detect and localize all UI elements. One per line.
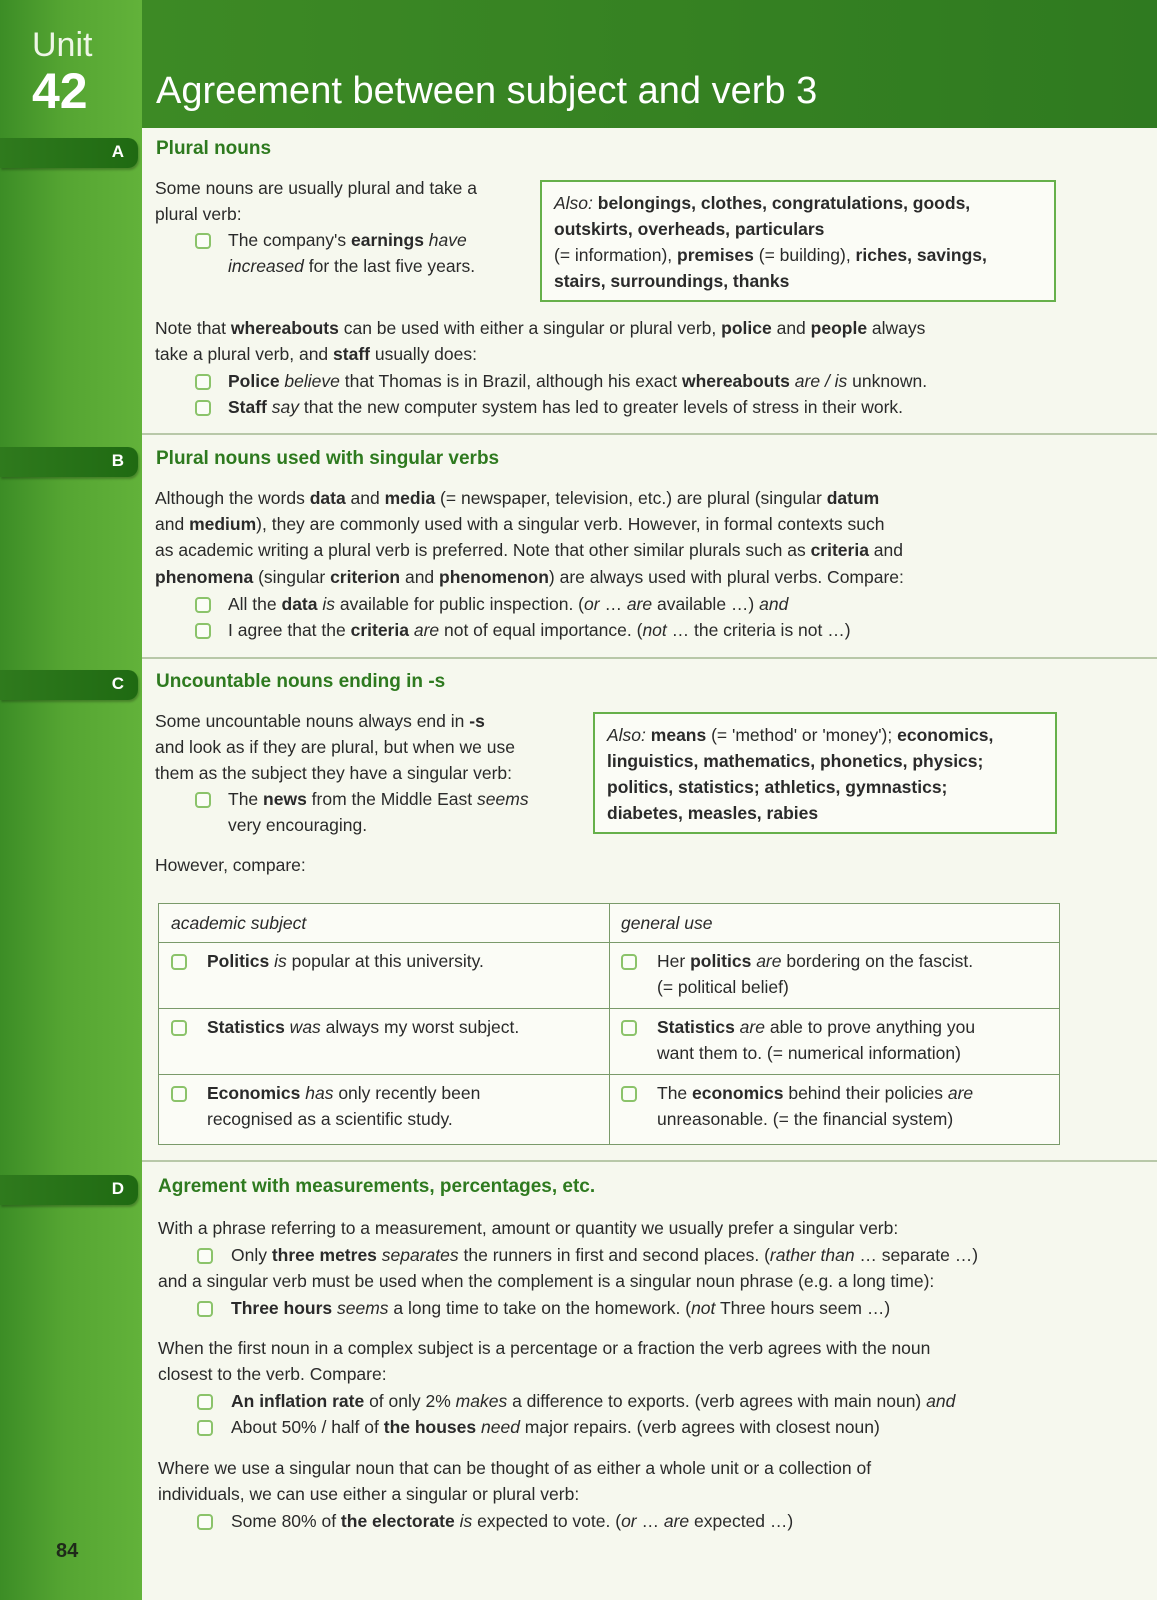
section-divider — [142, 1160, 1157, 1162]
bullet-icon — [195, 374, 211, 390]
bullet-icon — [195, 400, 211, 416]
section-a-title: Plural nouns — [156, 138, 272, 159]
section-d-title: Agrement with measurements, percentages, etc. — [158, 1176, 596, 1197]
table-cell: Statistics are able to prove anything you want them to. (= numerical information) — [657, 1017, 976, 1063]
text-line: and look as if they are plural, but when we use — [155, 737, 515, 757]
example-line: Only three metres separates the runners in first and second places. (rather than … separate …) — [231, 1245, 979, 1265]
example-line: I agree that the criteria are not of equal importance. (not … the criteria is not …) — [228, 620, 851, 640]
bullet-icon — [171, 954, 187, 970]
text-line: Although the words data and media (= newspaper, television, etc.) are plural (singular datum — [155, 488, 880, 508]
text-line: closest to the verb. Compare: — [158, 1364, 387, 1384]
table-cell: Politics is popular at this university. — [207, 951, 484, 971]
example-line: Staff say that the new computer system has led to greater levels of stress in their work. — [228, 397, 904, 417]
bullet-icon — [171, 1086, 187, 1102]
also-box-c: Also: means (= 'method' or 'money'); economics, linguistics, mathematics, phonetics, physics; politics, statistics; athletics, gymnastics; diabetes, measles, rabies — [593, 712, 1057, 834]
text-line: Note that whereabouts can be used with either a singular or plural verb, police and people always — [155, 318, 926, 338]
table-divider — [159, 1074, 1059, 1075]
unit-number: 42 — [32, 63, 88, 119]
text-line: take a plural verb, and staff usually does: — [155, 344, 477, 364]
text-line: Some nouns are usually plural and take a — [155, 178, 478, 198]
text-line: phenomena (singular criterion and phenomenon) are always used with plural verbs. Compare: — [155, 567, 904, 587]
page-title: Agreement between subject and verb 3 — [156, 70, 818, 112]
also-box-a: Also: belongings, clothes, congratulations, goods, outskirts, overheads, particulars (= information), premises (= building), riches, savings, stairs, surroundings, thanks — [540, 180, 1056, 302]
section-tab-d — [0, 1175, 138, 1205]
text-line: as academic writing a plural verb is preferred. Note that other similar plurals such as criteria and — [155, 540, 903, 560]
section-divider — [142, 657, 1157, 659]
bullet-icon — [195, 597, 211, 613]
example-line: The company's earnings have — [228, 230, 467, 250]
table-divider — [159, 1008, 1059, 1009]
green-sidebar — [0, 0, 142, 1600]
example-line: The news from the Middle East seems — [228, 789, 529, 809]
section-c-title: Uncountable nouns ending in -s — [156, 671, 446, 692]
table-cell: Her politics are bordering on the fascist. (= political belief) — [657, 951, 974, 997]
bullet-icon — [197, 1394, 213, 1410]
section-letter: B — [111, 451, 124, 470]
text-line: them as the subject they have a singular verb: — [155, 763, 513, 783]
example-line: Three hours seems a long time to take on the homework. (not Three hours seem …) — [231, 1298, 891, 1318]
bullet-icon — [197, 1514, 213, 1530]
bullet-icon — [621, 954, 637, 970]
example-line: An inflation rate of only 2% makes a difference to exports. (verb agrees with main noun) and — [231, 1391, 956, 1411]
section-b-title: Plural nouns used with singular verbs — [156, 448, 500, 469]
bullet-icon — [195, 623, 211, 639]
bullet-icon — [195, 233, 211, 249]
text-line: plural verb: — [155, 204, 242, 224]
text-line: and medium), they are commonly used with a singular verb. However, in formal contexts such — [155, 514, 885, 534]
section-tab-b — [0, 447, 138, 477]
table-divider — [159, 942, 1059, 943]
text-line: Some uncountable nouns always end in -s — [155, 711, 485, 731]
example-line: Police believe that Thomas is in Brazil, although his exact whereabouts are / is unknown. — [228, 371, 928, 391]
table-cell: The economics behind their policies are unreasonable. (= the financial system) — [657, 1083, 974, 1129]
example-line: increased for the last five years. — [228, 256, 476, 276]
example-line: very encouraging. — [228, 815, 368, 835]
text-line: and a singular verb must be used when the complement is a singular noun phrase (e.g. a long time): — [158, 1271, 935, 1291]
section-letter: A — [111, 142, 124, 161]
text-line: Where we use a singular noun that can be thought of as either a whole unit or a collection of — [158, 1458, 872, 1478]
table-cell: Statistics was always my worst subject. — [207, 1017, 520, 1037]
text-line: individuals, we can use either a singular or plural verb: — [158, 1484, 580, 1504]
page-number: 84 — [56, 1540, 79, 1562]
table-cell: Economics has only recently been recognised as a scientific study. — [207, 1083, 481, 1129]
section-tab-c — [0, 670, 138, 700]
example-line: About 50% / half of the houses need major repairs. (verb agrees with closest noun) — [231, 1417, 880, 1437]
bullet-icon — [197, 1420, 213, 1436]
section-letter: C — [111, 674, 124, 693]
bullet-icon — [621, 1020, 637, 1036]
unit-label: Unit — [32, 26, 93, 64]
section-divider — [142, 433, 1157, 435]
example-line: Some 80% of the electorate is expected to vote. (or … are expected …) — [231, 1511, 794, 1531]
bullet-icon — [171, 1020, 187, 1036]
text-line: With a phrase referring to a measurement, amount or quantity we usually prefer a singular verb: — [158, 1218, 899, 1238]
section-tab-a — [0, 138, 138, 168]
table-header: academic subject — [171, 913, 307, 933]
bullet-icon — [195, 792, 211, 808]
example-line: All the data is available for public inspection. (or … are available …) and — [228, 594, 789, 614]
comparison-table — [158, 903, 1060, 1145]
text-line: When the first noun in a complex subject is a percentage or a fraction the verb agrees with the noun — [158, 1338, 931, 1358]
bullet-icon — [197, 1301, 213, 1317]
bullet-icon — [621, 1086, 637, 1102]
text-line: However, compare: — [155, 855, 306, 875]
section-letter: D — [111, 1179, 124, 1198]
bullet-icon — [197, 1248, 213, 1264]
table-divider — [609, 904, 610, 1144]
table-header: general use — [621, 913, 713, 933]
